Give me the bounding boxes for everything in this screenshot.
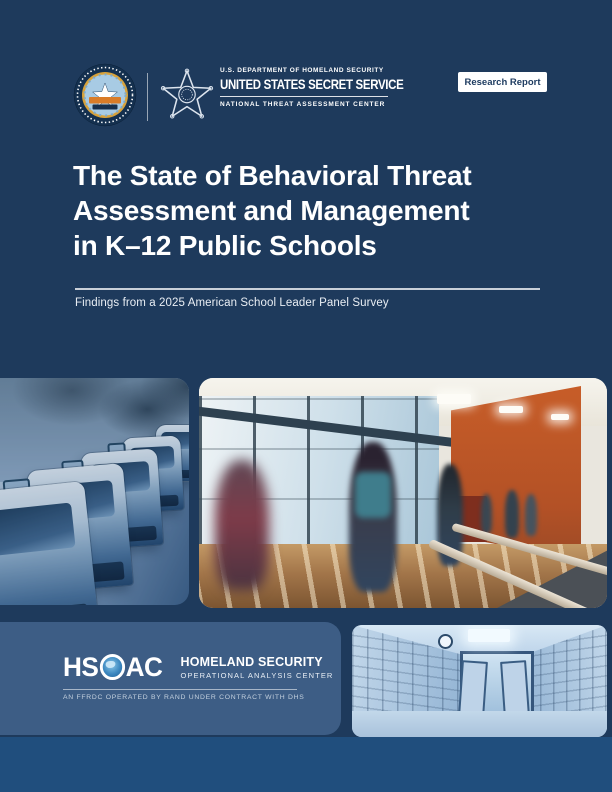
corridor-door — [500, 660, 530, 718]
ceiling-light — [437, 394, 471, 404]
student-backpack — [355, 472, 391, 518]
blue-tint-overlay — [0, 378, 189, 605]
school-hallway-photo — [199, 378, 607, 608]
agency-text-block — [220, 67, 420, 108]
blurred-student-figure — [525, 494, 537, 536]
hsoac-panel — [0, 622, 341, 735]
agency-name: UNITED STATES SECRET SERVICE — [220, 76, 404, 92]
ceiling-light — [551, 414, 569, 420]
lockers-hallway-photo — [352, 625, 607, 737]
title-line-2: Assessment and Management — [73, 195, 470, 226]
blurred-student-figure — [215, 460, 269, 590]
header — [0, 0, 612, 140]
school-buses-photo — [0, 378, 189, 605]
ceiling-light — [499, 406, 523, 413]
secret-service-star-icon — [158, 66, 216, 124]
hsoac-wordmark — [63, 651, 163, 682]
title-line-1: The State of Behavioral Threat — [73, 160, 472, 191]
corridor-floor — [352, 711, 607, 737]
research-report-badge: Research Report — [458, 72, 547, 92]
hsoac-wordmark-prefix: HS — [63, 651, 99, 682]
corridor-light — [468, 629, 510, 642]
title-line-3: in K–12 Public Schools — [73, 230, 377, 261]
blurred-student-figure — [481, 494, 492, 534]
hsoac-logo-row — [63, 651, 334, 682]
blurred-student-figure — [505, 490, 519, 538]
department-name: U.S. DEPARTMENT OF HOMELAND SECURITY — [220, 67, 384, 74]
report-title — [73, 158, 553, 263]
report-subtitle: Findings from a 2025 American School Leader Panel Survey — [75, 297, 389, 309]
agency-divider-rule — [220, 96, 388, 97]
ntac-seal-icon — [73, 63, 137, 127]
hsoac-org-line1: HOMELAND SECURITY — [180, 654, 323, 669]
hsoac-globe-o-icon — [99, 654, 124, 680]
ffrdc-note: AN FFRDC OPERATED BY RAND UNDER CONTRACT WITH DHS — [63, 689, 297, 701]
hsoac-logo-lockup — [63, 651, 334, 701]
footer-color-band — [0, 737, 612, 792]
hsoac-org-names — [181, 655, 334, 680]
hsoac-org-line2: OPERATIONAL ANALYSIS CENTER — [180, 670, 334, 680]
subtitle-rule — [75, 288, 540, 290]
header-logo-divider — [147, 73, 148, 121]
wall-clock-icon — [438, 634, 453, 649]
corridor-door — [458, 660, 488, 718]
center-name: NATIONAL THREAT ASSESSMENT CENTER — [220, 101, 386, 108]
hsoac-wordmark-suffix: AC — [125, 651, 163, 682]
